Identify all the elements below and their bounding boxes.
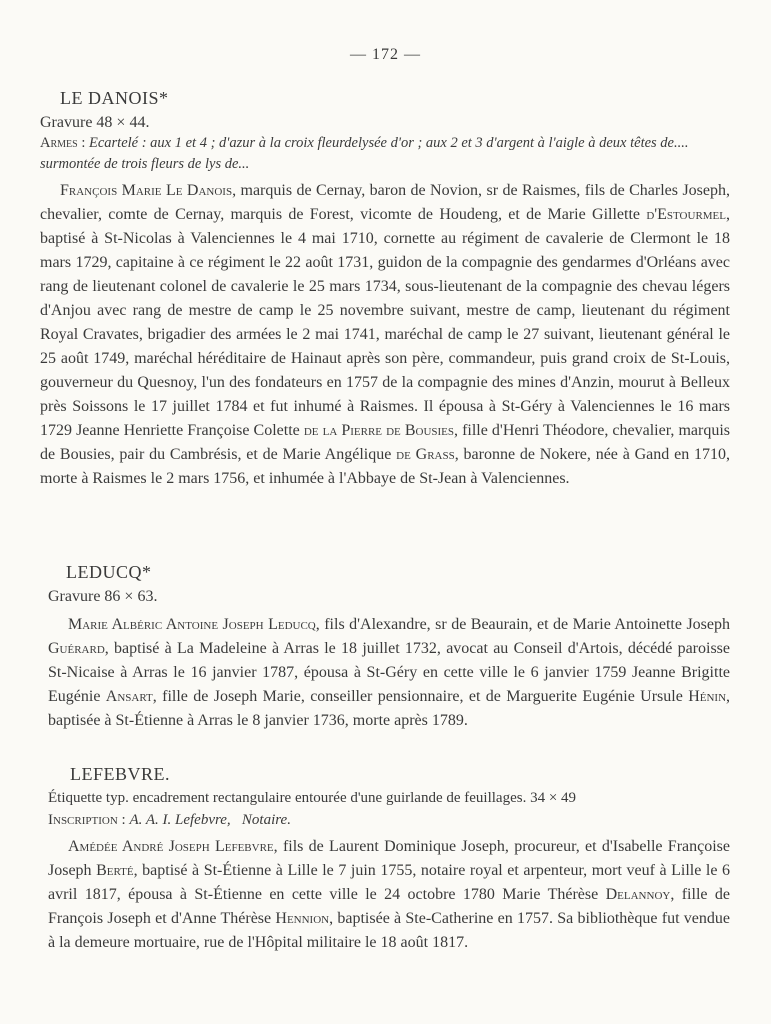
spouse-name: de la Pierre de Bousies [303,422,455,439]
spouse-name: Ansart [105,688,153,705]
bio-part: , fils d'Alexandre, sr de Beaurain, et de Marie Antoinette Joseph [315,616,731,633]
bio-part: , baptisé à La Madeleine à Arras le 18 juillet 1732, avocat au Conseil d'Artois, décédé paroisse St-Nicaise à Arras le 16 janvier 1787, épousa à St-Géry en cette ville le 6 janvier 1759 Jeanne Brigitte Eugénie [48,640,730,705]
spouse-mother-name: de Grass [396,446,455,463]
bio-part: , baptisée à Ste-Catherine en 1757. Sa bibliothèque fut vendue à la demeure mortuaire, rue de l'Hôpital militaire le 18 août 1817. [48,910,730,951]
entry-leducq [40,562,730,733]
person-name: Marie Albéric Antoine Joseph Leducq [68,616,316,633]
bio-part: , baptisée à St-Étienne à Arras le 8 janvier 1736, morte après 1789. [48,688,731,729]
bio-part: , fille de Joseph Marie, conseiller pensionnaire, et de Marguerite Eugénie Ursule [152,688,689,705]
mother-name: Guérard [48,640,105,657]
arms-text: Ecartelé : aux 1 et 4 ; d'azur à la croix fleurdelysée d'or ; aux 2 et 3 d'argent à l'aigle à deux têtes de.... surmontée de trois fleurs de lys de... [40,135,689,172]
inscription [48,809,730,831]
mother-name: d'Estourmel [646,206,726,223]
entry-heading: LE DANOIS* [60,88,169,108]
person-name: Amédée André Joseph Lefebvre [68,838,274,855]
entry-lefebvre [40,764,730,955]
bio-part: , fille d'Henri Théodore, chevalier, marquis de Bousies, pair du Cambrésis, et de Marie Angélique [40,422,731,463]
biography [40,179,730,491]
inscription-label: Inscription : [48,812,126,828]
entry-heading: LEFEBVRE. [70,764,171,784]
bio-part: , marquis de Cernay, baron de Novion, sr de Raismes, fils de Charles Joseph, chevalier, comte de Cernay, marquis de Forest, vicomte de Houdeng, et de Marie Gillette [40,182,730,223]
biography [48,835,730,955]
inscription-text: A. A. I. Lefebvre, Notaire. [129,812,291,828]
spouse-mother-name: Hennion [275,910,330,927]
spouse-mother-name: Hénin [688,688,727,705]
spouse-name: Delannoy [605,886,671,903]
mother-name: Berté [96,862,134,879]
bio-part: , baronne de Nokere, née à Gand en 1710, morte à Raismes le 2 mars 1756, et inhumée à l'Abbaye de St-Jean à Valenciennes. [40,446,731,487]
entry-le-danois [40,88,730,491]
biography [48,613,730,733]
engraving-size: Gravure 48 × 44. [40,114,150,131]
entry-heading: LEDUCQ* [66,562,152,582]
bio-part: , baptisé à St-Nicolas à Valenciennes le 4 mai 1710, cornette au régiment de cavalerie de Clermont le 18 mars 1729, capitaine à ce régiment le 22 août 1731, guidon de la compagnie des gendarmes d'Orléans avec rang de lieutenant colonel de cavalerie le 25 mars 1734, sous-lieutenant de la compagnie des chevau légers d'Anjou avec rang de mestre de camp le 25 novembre suivant, mestre de camp, lieutenant du régiment Royal Cravates, brigadier des armées le 2 mai 1741, maréchal de camp le 27 suivant, lieutenant général le 25 août 1749, maréchal héréditaire de Hainaut après son père, commandeur, puis grand croix de St-Louis, gouverneur du Quesnoy, l'un des fondateurs en 1757 de la compagnie des mines d'Anzin, mourut à Belleux près Soissons le 17 juillet 1784 et fut inhumé à Raismes. Il épousa à St-Géry à Valenciennes le 16 mars 1729 Jeanne Henriette Françoise Colette [40,206,730,439]
page-number: — 172 — [350,46,421,63]
bio-part: , baptisé à St-Étienne à Lille le 7 juin 1755, notaire royal et arpenteur, mort veuf à Lille le 6 avril 1817, épousa à St-Étienne en cette ville le 24 octobre 1780 Marie Thérèse [48,862,730,903]
arms-label: Armes : [40,135,86,151]
engraving-size: Gravure 86 × 63. [48,588,158,605]
label-description: Étiquette typ. encadrement rectangulaire entourée d'une guirlande de feuillages. 34 × 49 [48,790,577,806]
person-name: François Marie Le Danois [60,182,233,199]
bio-part: , fille de François Joseph et d'Anne Thérèse [48,886,730,927]
bio-part: , fils de Laurent Dominique Joseph, procureur, et d'Isabelle Françoise Joseph [48,838,730,879]
arms-description [40,133,730,175]
